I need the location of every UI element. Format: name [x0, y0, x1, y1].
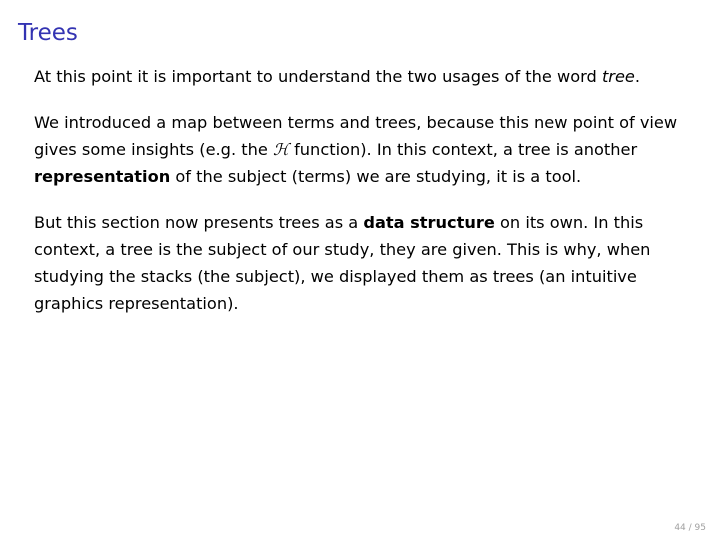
emphasis-tree: tree — [601, 67, 635, 86]
bold-data-structure: data structure — [363, 213, 495, 232]
paragraph-data-structure — [34, 209, 694, 317]
paragraph-representation — [34, 109, 694, 190]
paragraph-text: on its own. In this context, a tree is the subject of our study, they are given. This is why, when studying the stacks (the subject), we displayed them as trees (an intuitive graphics representation). — [34, 213, 651, 313]
bold-representation: representation — [34, 167, 171, 186]
slide-title: Trees — [18, 20, 78, 46]
page-number: 44 / 95 — [674, 523, 706, 533]
paragraph-text: of the subject (terms) we are studying, it is a tool. — [170, 167, 582, 186]
paragraph-text: But this section now presents trees as a — [34, 213, 364, 232]
paragraph-text: At this point it is important to understand the two usages of the word — [34, 67, 602, 86]
math-h-symbol: ℋ — [272, 140, 289, 159]
paragraph-tree-usages — [34, 63, 694, 90]
paragraph-text: function). In this context, a tree is another — [288, 140, 638, 159]
paragraph-text: . — [634, 67, 641, 86]
paragraph-text: We introduced a map between terms and trees, because this new point of view gives some insights (e.g. the — [34, 113, 678, 159]
slide-content — [34, 63, 694, 336]
